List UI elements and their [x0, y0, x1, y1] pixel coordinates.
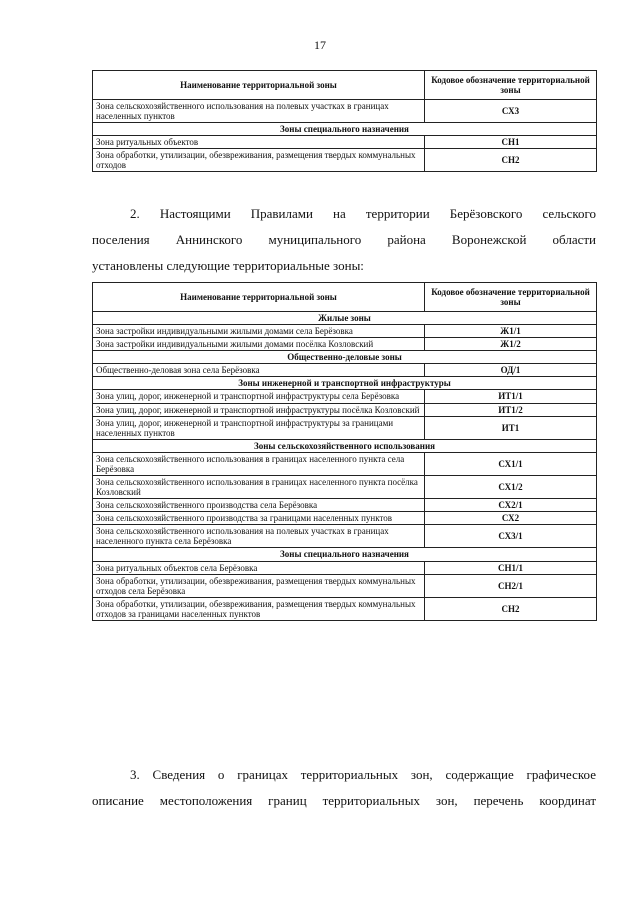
- table-row: [93, 499, 597, 512]
- zone-code-cell: СН2/1: [425, 574, 597, 597]
- zone-code-cell: СН2: [425, 597, 597, 620]
- zone-code-cell: СХ1/2: [425, 476, 597, 499]
- section-title: Зоны специального назначения: [93, 548, 597, 561]
- zone-code-cell: СХ2: [425, 512, 597, 525]
- zone-code-cell: Ж1/1: [425, 325, 597, 338]
- table-header-row: [93, 71, 597, 100]
- header-zone-code: Кодовое обозначение территориальной зоны: [425, 71, 597, 100]
- header-zone-name: Наименование территориальной зоны: [93, 283, 425, 312]
- zones-table-2: [92, 282, 597, 621]
- section-row: [93, 439, 597, 452]
- section-row: [93, 123, 597, 136]
- table-row: [93, 561, 597, 574]
- zone-code-cell: Ж1/2: [425, 338, 597, 351]
- zone-code-cell: СН1: [425, 136, 597, 149]
- zone-name-cell: Зона сельскохозяйственного использования в границах населенного пункта села Берёзовка: [93, 452, 425, 475]
- table-header-row: [93, 283, 597, 312]
- table-row: [93, 338, 597, 351]
- zones-table-1: [92, 70, 597, 172]
- table-row: [93, 512, 597, 525]
- zone-name-cell: Зона сельскохозяйственного производства за границами населенных пунктов: [93, 512, 425, 525]
- zone-name-cell: Зона обработки, утилизации, обезвреживания, размещения твердых коммунальных отходов за границами населенных пунктов: [93, 597, 425, 620]
- table-row: [93, 149, 597, 172]
- paragraph-3-line-1: 3. Сведения о границах территориальных зон, содержащие графическое: [130, 767, 596, 782]
- zone-name-cell: Зона улиц, дорог, инженерной и транспортной инфраструктуры за границами населенных пунктов: [93, 416, 425, 439]
- paragraph-2-line-1: 2. Настоящими Правилами на территории Берёзовского сельского: [130, 206, 596, 221]
- table-row: [93, 452, 597, 475]
- paragraph-2-line-3: установлены следующие территориальные зоны:: [92, 258, 364, 273]
- zone-code-cell: СХ2/1: [425, 499, 597, 512]
- table-row: [93, 325, 597, 338]
- zone-code-cell: СН2: [425, 149, 597, 172]
- section-title: Зоны инженерной и транспортной инфраструктуры: [93, 377, 597, 390]
- table-row: [93, 136, 597, 149]
- table-row: [93, 597, 597, 620]
- zone-code-cell: СН1/1: [425, 561, 597, 574]
- table-row: [93, 525, 597, 548]
- zone-name-cell: Зона ритуальных объектов: [93, 136, 425, 149]
- table-row: [93, 574, 597, 597]
- zone-name-cell: Зона застройки индивидуальными жилыми домами посёлка Козловский: [93, 338, 425, 351]
- zone-name-cell: Зона ритуальных объектов села Берёзовка: [93, 561, 425, 574]
- header-zone-code: Кодовое обозначение территориальной зоны: [425, 283, 597, 312]
- zone-name-cell: Зона обработки, утилизации, обезвреживания, размещения твердых коммунальных отходов: [93, 149, 425, 172]
- zone-name-cell: Общественно-деловая зона села Берёзовка: [93, 364, 425, 377]
- table-row: [93, 416, 597, 439]
- paragraph-2: [92, 201, 596, 279]
- zone-code-cell: ОД/1: [425, 364, 597, 377]
- paragraph-3: [92, 762, 596, 814]
- section-row: [93, 351, 597, 364]
- page-number: 17: [314, 38, 326, 52]
- zone-code-cell: СХ1/1: [425, 452, 597, 475]
- zone-name-cell: Зона сельскохозяйственного использования в границах населенного пункта посёлка Козловский: [93, 476, 425, 499]
- section-title: Зоны сельскохозяйственного использования: [93, 439, 597, 452]
- table-row: [93, 476, 597, 499]
- section-title: Общественно-деловые зоны: [93, 351, 597, 364]
- header-zone-name: Наименование территориальной зоны: [93, 71, 425, 100]
- zone-name-cell: Зона сельскохозяйственного использования на полевых участках в границах населенного пункта села Берёзовка: [93, 525, 425, 548]
- table-row: [93, 100, 597, 123]
- zone-code-cell: ИТ1/2: [425, 403, 597, 416]
- zone-name-cell: Зона обработки, утилизации, обезвреживания, размещения твердых коммунальных отходов села Берёзовка: [93, 574, 425, 597]
- section-row: [93, 548, 597, 561]
- section-row: [93, 312, 597, 325]
- zone-name-cell: Зона сельскохозяйственного производства села Берёзовка: [93, 499, 425, 512]
- paragraph-3-line-2: описание местоположения границ территориальных зон, перечень координат: [92, 793, 596, 808]
- section-title: Зоны специального назначения: [93, 123, 597, 136]
- zone-code-cell: СХ3/1: [425, 525, 597, 548]
- zone-code-cell: СХ3: [425, 100, 597, 123]
- zone-name-cell: Зона застройки индивидуальными жилыми домами села Берёзовка: [93, 325, 425, 338]
- zone-name-cell: Зона улиц, дорог, инженерной и транспортной инфраструктуры посёлка Козловский: [93, 403, 425, 416]
- table-row: [93, 390, 597, 403]
- table-row: [93, 403, 597, 416]
- zone-name-cell: Зона сельскохозяйственного использования на полевых участках в границах населенных пунктов: [93, 100, 425, 123]
- section-row: [93, 377, 597, 390]
- zone-code-cell: ИТ1: [425, 416, 597, 439]
- zone-name-cell: Зона улиц, дорог, инженерной и транспортной инфраструктуры села Берёзовка: [93, 390, 425, 403]
- section-title: Жилые зоны: [93, 312, 597, 325]
- table-row: [93, 364, 597, 377]
- zone-code-cell: ИТ1/1: [425, 390, 597, 403]
- paragraph-2-line-2: поселения Аннинского муниципального района Воронежской области: [92, 232, 596, 247]
